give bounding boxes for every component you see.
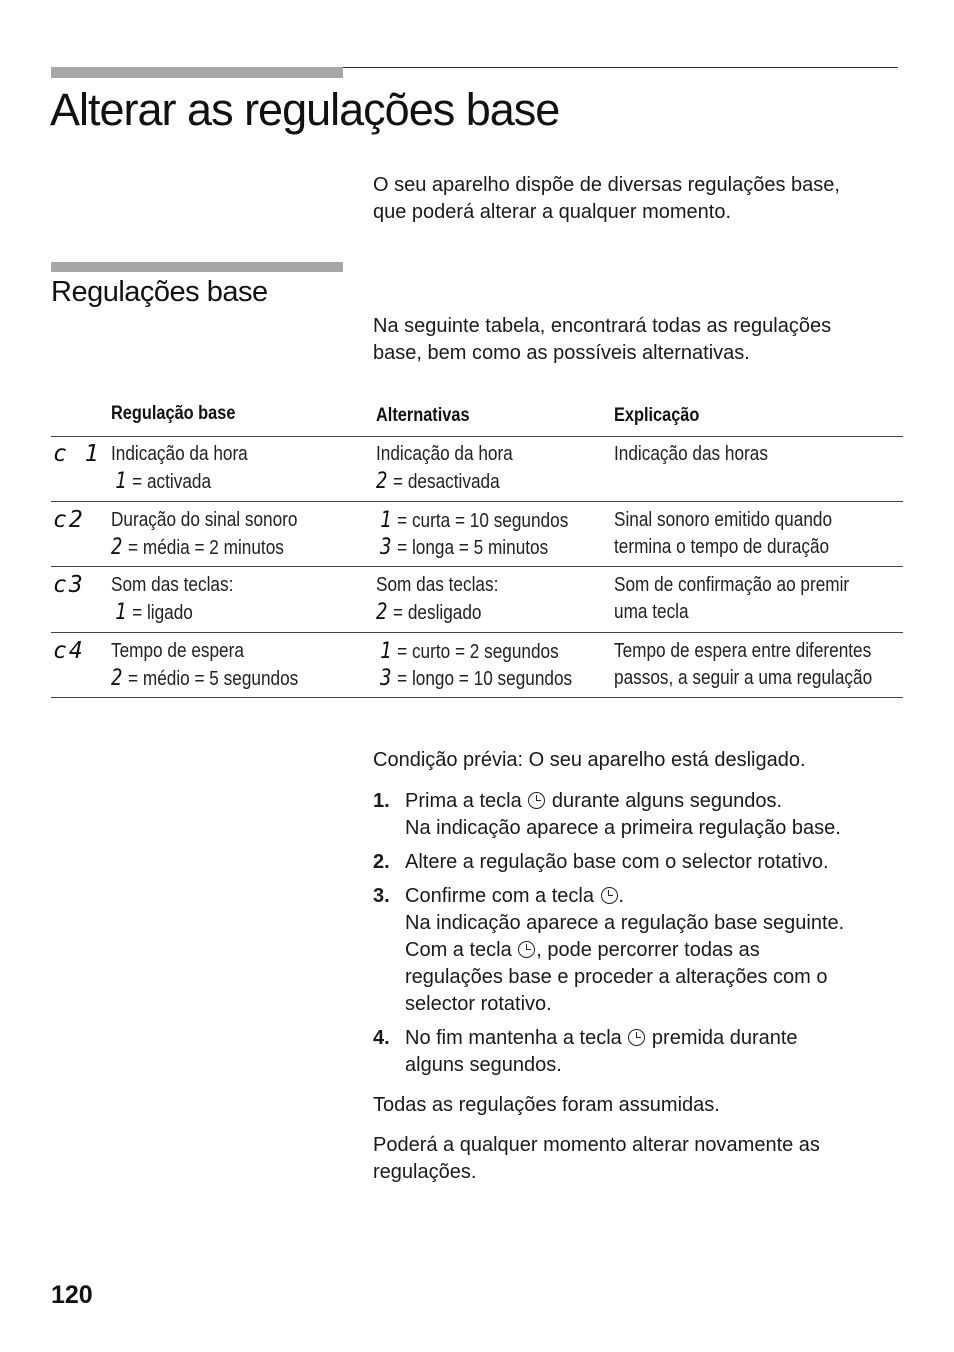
table-rule-3 (51, 632, 903, 633)
row-4-setting-name: Tempo de espera (111, 640, 244, 662)
row-1-alt-2 (376, 468, 500, 496)
step-4-text-a: No fim mantenha a tecla (405, 1027, 622, 1049)
row-3-alt-2-digit: 2 (376, 600, 389, 625)
row-4-explanation-2: passos, a seguir a uma regulação (614, 667, 873, 689)
row-4-alt-1-digit: 1 (380, 639, 393, 664)
header-rule (343, 67, 898, 68)
note-paragraph (373, 1132, 913, 1186)
row-1-setting-digit: 1 (115, 469, 128, 494)
clock-key-icon (528, 792, 545, 809)
row-3-setting-text: = ligado (132, 602, 193, 624)
row-4-alt-1 (376, 638, 559, 666)
steps-list (373, 788, 913, 1086)
row-3-setting-value (111, 599, 193, 627)
row-2-setting-digit: 2 (111, 535, 124, 560)
row-3-alt-1 (376, 572, 498, 599)
section-intro-line-2: base, bem como as possíveis alternativas. (373, 342, 750, 364)
precondition: Condição prévia: O seu aparelho está desligado. (373, 749, 806, 771)
note-line-1: Poderá a qualquer momento alterar novamente as (373, 1134, 820, 1156)
step-1-text-a: Prima a tecla (405, 790, 522, 812)
step-4 (373, 1025, 913, 1079)
row-3-alt-1-text: Som das teclas: (376, 574, 499, 596)
row-3-alt-2 (376, 599, 482, 627)
row-4-alt-2-digit: 3 (380, 666, 393, 691)
row-4-code: c4 (53, 638, 85, 664)
row-1-setting-text: = activada (132, 471, 212, 493)
row-2-explanation-1: Sinal sonoro emitido quando (614, 509, 833, 531)
header-explanation: Explicação (614, 405, 700, 426)
row-4-setting-value (111, 665, 298, 693)
step-2-text-a: Altere a regulação base com o selector rotativo. (405, 851, 829, 873)
intro-line-1: O seu aparelho dispõe de diversas regulações base, (373, 174, 840, 196)
step-3-number: 3. (373, 885, 390, 907)
row-3-setting-digit: 1 (115, 600, 128, 625)
row-1-setting-name: Indicação da hora (111, 443, 248, 465)
section-bar (51, 262, 343, 272)
step-1-text-c: Na indicação aparece a primeira regulação base. (405, 817, 841, 839)
row-4-alt-1-text: = curto = 2 segundos (397, 641, 559, 663)
row-1-alt-1 (376, 441, 513, 468)
section-intro (373, 313, 913, 367)
intro-paragraph (373, 172, 913, 226)
row-3-code: c3 (53, 572, 85, 598)
header-alternatives: Alternativas (376, 405, 470, 426)
row-1-setting-value (111, 468, 211, 496)
row-4-alt-2-text: = longo = 10 segundos (397, 668, 573, 690)
page-title: Alterar as regulações base (50, 84, 560, 135)
row-2-setting-name: Duração do sinal sonoro (111, 509, 298, 531)
step-1 (373, 788, 913, 842)
row-2-alt-2-digit: 3 (380, 535, 393, 560)
result-text: Todas as regulações foram assumidas. (373, 1094, 720, 1116)
step-3-text-f: regulações base e proceder a alterações com o (405, 966, 828, 988)
header-setting: Regulação base (111, 403, 236, 424)
row-1-alt-1-text: Indicação da hora (376, 443, 513, 465)
step-1-number: 1. (373, 790, 390, 812)
step-3-text-b: . (618, 885, 625, 907)
section-title: Regulações base (51, 276, 268, 308)
row-3-alt-2-text: = desligado (393, 602, 482, 624)
row-4-setting-text: = médio = 5 segundos (128, 668, 299, 690)
row-4-explanation-1: Tempo de espera entre diferentes (614, 640, 872, 662)
row-4-alt-2 (376, 665, 572, 693)
table-rule-1 (51, 501, 903, 502)
row-2-alt-1-digit: 1 (380, 508, 393, 533)
step-4-number: 4. (373, 1027, 390, 1049)
row-1-alt-2-text: = desactivada (393, 471, 500, 493)
clock-key-icon (628, 1029, 645, 1046)
table-rule-2 (51, 566, 903, 567)
step-2 (373, 849, 913, 876)
row-3-explanation-1: Som de confirmação ao premir (614, 574, 850, 596)
step-3-text-a: Confirme com a tecla (405, 885, 594, 907)
row-2-setting-value (111, 534, 284, 562)
step-3-text-g: selector rotativo. (405, 993, 552, 1015)
row-3-setting-name: Som das teclas: (111, 574, 234, 596)
row-1-alt-2-digit: 2 (376, 469, 389, 494)
row-2-alt-1-text: = curta = 10 segundos (397, 510, 569, 532)
step-4-text-b: premida durante (651, 1027, 798, 1049)
step-3-text-e: , pode percorrer todas as (536, 939, 760, 961)
table-rule-top (51, 436, 903, 437)
row-2-explanation-2: termina o tempo de duração (614, 536, 830, 558)
row-2-alt-2-text: = longa = 5 minutos (397, 537, 549, 559)
clock-key-icon (601, 887, 618, 904)
row-3-explanation-2: uma tecla (614, 601, 689, 623)
step-2-number: 2. (373, 851, 390, 873)
intro-line-2: que poderá alterar a qualquer momento. (373, 201, 732, 223)
step-1-text-b: durante alguns segundos. (551, 790, 783, 812)
row-4-setting-digit: 2 (111, 666, 124, 691)
note-line-2: regulações. (373, 1161, 477, 1183)
step-3-text-d: Com a tecla (405, 939, 512, 961)
section-intro-line-1: Na seguinte tabela, encontrará todas as regulações (373, 315, 832, 337)
row-2-alt-2 (376, 534, 548, 562)
step-3 (373, 883, 913, 1018)
header-bar (51, 67, 343, 78)
clock-key-icon (518, 941, 535, 958)
row-2-setting-text: = média = 2 minutos (128, 537, 284, 559)
row-2-alt-1 (376, 507, 568, 535)
row-1-explanation-1: Indicação das horas (614, 443, 768, 465)
page-number: 120 (51, 1281, 93, 1309)
row-2-code: c2 (53, 507, 85, 533)
table-rule-bottom (51, 697, 903, 698)
step-3-text-c: Na indicação aparece a regulação base seguinte. (405, 912, 845, 934)
step-4-text-c: alguns segundos. (405, 1054, 562, 1076)
row-1-code: c 1 (53, 441, 101, 467)
